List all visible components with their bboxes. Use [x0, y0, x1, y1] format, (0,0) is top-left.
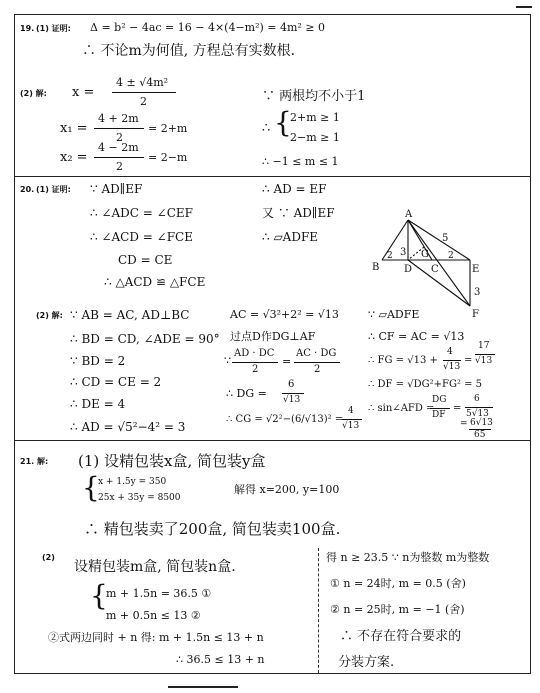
q19-ineq-1: 2+m ≥ 1 — [290, 111, 340, 124]
q20-step-d2: 过点D作DG⊥AF — [230, 330, 316, 343]
q20-step-b3: ∴ ▱ADFE — [262, 230, 319, 244]
q21-case-intro: 得 n ≥ 23.5 ∵ n为整数 m为整数 — [326, 551, 490, 564]
q19-system-brace: { — [274, 106, 292, 139]
q21-ineq-1: m + 1.5n = 36.5 ① — [106, 587, 212, 600]
q21-system-brace-2: { — [90, 579, 108, 612]
q20-step-a1: ∵ AD∥EF — [90, 182, 143, 196]
q19-x1-numerator: 4 + 2m — [98, 112, 139, 125]
segment-ae — [408, 220, 470, 260]
fig-length-ce: 2 — [448, 251, 454, 261]
q19-x2-lhs: x₂ = — [60, 150, 88, 165]
q20-d4-lhs: ∴ DG = — [226, 387, 267, 400]
q20-part1-label: (1) 证明: — [36, 185, 71, 194]
fig-length-ae: 5 — [442, 233, 449, 244]
q20-e5-lhs: ∴ sin∠AFD = — [368, 403, 435, 414]
q20-step-c1: ∵ AB = AC, AD⊥BC — [70, 308, 190, 322]
q20-e5-num3: 6√13 — [470, 418, 493, 428]
q19-x-numerator: 4 ± √4m² — [116, 76, 169, 89]
q21-part1-setup: (1) 设精包装x盒, 简包装y盒 — [78, 452, 266, 470]
segment-af — [408, 220, 470, 306]
q20-step-b1: ∴ AD = EF — [262, 182, 327, 196]
q20-step-b2: 又 ∵ AD∥EF — [262, 206, 335, 220]
fig-label-b: B — [372, 262, 380, 273]
q20-step-d1: AC = √3²+2² = √13 — [230, 308, 339, 321]
q20-d5-num: 4 — [348, 406, 354, 416]
q20-d5-lhs: ∴ CG = √2²−(6/√13)² = — [226, 414, 344, 425]
q19-x1-fraction-bar — [94, 128, 144, 129]
q21-part2-label: (2) — [42, 553, 55, 562]
q19-discriminant: Δ = b² − 4ac = 16 − 4×(4−m²) = 4m² ≥ 0 — [90, 21, 326, 34]
q20-step-e4: ∴ DF = √DG²+FG² = 5 — [368, 379, 483, 390]
q21-answer-1: ∴ 精包装卖了200盒, 简包装卖100盒. — [84, 520, 341, 538]
q20-d3-equals: = — [282, 355, 292, 368]
q20-e3-bar2 — [475, 354, 495, 355]
q20-e3-equals: = — [464, 355, 473, 366]
q19-therefore: ∴ — [262, 121, 271, 136]
q21-number: 21. 解: — [20, 457, 49, 466]
q20-d4-den: √13 — [283, 395, 301, 405]
q20-e3-num2: 17 — [478, 341, 490, 351]
q20-d3-den2: 2 — [314, 364, 321, 375]
q20-e3-den2: √13 — [475, 356, 493, 366]
q21-part2-setup: 设精包装m盒, 简包装n盒. — [74, 559, 236, 575]
fig-length-ad: 3 — [400, 247, 407, 258]
divider-q20-q21 — [14, 440, 531, 441]
q20-e5-bar2 — [465, 407, 493, 408]
q20-d4-bar — [282, 393, 304, 394]
q21-column-divider — [318, 548, 319, 673]
q20-step-c6: ∴ AD = √5²−4² = 3 — [70, 420, 186, 434]
q20-d3-bar1 — [232, 362, 278, 363]
fig-label-f: F — [472, 309, 479, 320]
fig-label-a: A — [405, 209, 413, 220]
q20-number: 20. — [20, 185, 35, 194]
q20-d5-bar — [342, 419, 362, 420]
q19-x1-lhs: x₁ = — [60, 121, 88, 136]
q21-eq-2: 25x + 35y = 8500 — [98, 493, 181, 503]
q21-solution: 解得 x=200, y=100 — [234, 483, 340, 496]
q20-part2-label: (2) 解: — [36, 311, 63, 320]
q19-x-denominator: 2 — [140, 95, 147, 108]
q19-range-answer: ∴ −1 ≤ m ≤ 1 — [262, 155, 339, 168]
q21-ineq-2: m + 0.5n ≤ 13 ② — [106, 609, 201, 622]
q21-system-brace-1: { — [82, 471, 100, 504]
q20-step-a4: CD = CE — [118, 253, 173, 267]
q20-e5-den2: 5√13 — [466, 409, 489, 419]
q21-conclusion-1: ∴ 不存在符合要求的 — [340, 629, 462, 644]
q19-x1-result: = 2+m — [148, 122, 188, 135]
q20-e5-den3: 65 — [474, 430, 486, 440]
q20-step-e2: ∴ CF = AC = √13 — [368, 330, 465, 343]
fig-label-d: D — [404, 264, 413, 275]
q19-x-lhs: x = — [72, 85, 95, 100]
q20-e5-den: DF — [432, 410, 446, 420]
q20-e5-equals: = — [453, 403, 462, 414]
q20-e3-num1: 4 — [447, 347, 453, 357]
q19-x-fraction-bar — [112, 92, 176, 93]
q19-part2-label: (2) 解: — [20, 89, 47, 98]
q19-x1-denominator: 2 — [116, 131, 123, 144]
q21-step-1: ②式两边同时 + n 得: m + 1.5n ≤ 13 + n — [48, 631, 264, 644]
q20-d3-num1: AD · DC — [234, 348, 275, 359]
fig-label-g: G — [421, 249, 429, 260]
q21-step-2: ∴ 36.5 ≤ 13 + n — [176, 653, 265, 666]
q20-step-a3: ∴ ∠ACD = ∠FCE — [90, 230, 193, 244]
q21-case-1: ① n = 24时, m = 0.5 (舍) — [330, 577, 466, 590]
q20-step-c2: ∴ BD = CD, ∠ADE = 90° — [70, 332, 220, 346]
q20-step-e1: ∵ ▱ADFE — [368, 308, 420, 321]
corner-mark — [516, 6, 532, 8]
fig-length-bd: 2 — [387, 251, 393, 261]
q20-e5-bar — [430, 408, 450, 409]
segment-df — [408, 260, 470, 306]
q21-conclusion-2: 分装方案. — [338, 655, 395, 670]
q20-step-c3: ∵ BD = 2 — [70, 354, 126, 368]
fig-label-e: E — [472, 264, 480, 275]
fig-length-ef: 3 — [474, 287, 481, 298]
q19-x2-fraction-bar — [94, 157, 144, 158]
q19-x2-numerator: 4 − 2m — [98, 141, 139, 154]
q20-e5-equals2: = — [460, 419, 468, 429]
q19-condition: ∵ 两根均不小于1 — [262, 89, 366, 104]
q21-case-2: ② n = 25时, m = −1 (舍) — [330, 603, 465, 616]
footer-mark — [168, 686, 238, 691]
q20-d3-bar2 — [294, 362, 340, 363]
q20-d4-num: 6 — [288, 379, 295, 390]
q19-conclusion: ∴ 不论m为何值, 方程总有实数根. — [82, 43, 296, 59]
q19-x2-denominator: 2 — [116, 160, 123, 173]
q20-e5-num: DG — [432, 395, 447, 405]
q19-number: 19. — [20, 24, 35, 33]
fig-label-c: C — [431, 264, 439, 275]
q20-d3-because: ∵ — [224, 354, 231, 367]
q20-e3-lhs: ∴ FG = √13 + — [368, 355, 438, 366]
q19-part1-label: (1) 证明: — [36, 24, 71, 33]
q20-step-c5: ∴ DE = 4 — [70, 397, 126, 411]
q21-eq-1: x + 1.5y = 350 — [98, 477, 167, 487]
q20-step-a5: ∴ △ACD ≌ △FCE — [104, 275, 206, 289]
q20-e3-den1: √13 — [443, 362, 461, 372]
q19-x2-result: = 2−m — [148, 151, 188, 164]
q20-d3-den1: 2 — [252, 364, 259, 375]
q20-step-a2: ∴ ∠ADC = ∠CEF — [90, 206, 193, 220]
q20-d3-num2: AC · DG — [296, 348, 337, 359]
q20-step-c4: ∴ CD = CE = 2 — [70, 375, 162, 389]
q20-e5-num2: 6 — [474, 394, 480, 404]
q20-e3-bar1 — [443, 360, 461, 361]
divider-q19-q20 — [14, 176, 531, 177]
q20-d5-den: √13 — [342, 421, 360, 431]
q19-ineq-2: 2−m ≥ 1 — [290, 131, 340, 144]
